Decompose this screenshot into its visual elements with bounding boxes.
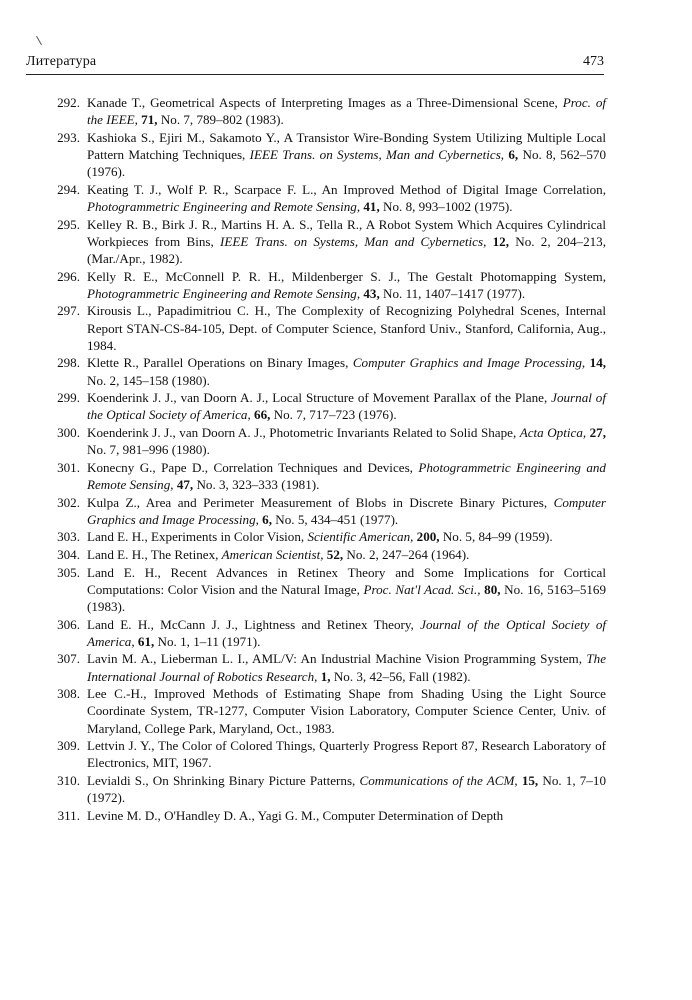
reference-source: Photogrammetric Engineering and Remote Sensing, <box>87 199 361 214</box>
reference-source: Communications of the ACM, <box>359 772 518 788</box>
reference-item <box>26 302 606 354</box>
reference-volume: 41, <box>360 199 380 214</box>
reference-text <box>87 651 606 683</box>
reference-source: American Scientist, <box>221 546 324 562</box>
reference-item <box>26 129 606 181</box>
reference-item <box>26 268 606 302</box>
reference-volume: 66, <box>250 407 271 423</box>
reference-volume: 12, <box>486 233 509 249</box>
reference-authors-title: Keating T. J., Wolf P. R., Scarpace F. L., An Improved Method of Digital Image Correlation, <box>87 181 606 197</box>
reference-number: 294 . <box>26 181 80 198</box>
reference-volume: 80, <box>480 581 501 597</box>
reference-number: 307 . <box>26 650 80 667</box>
reference-text <box>87 738 606 770</box>
reference-number: 292 . <box>26 94 80 111</box>
reference-volume: 6, <box>504 147 519 162</box>
reference-number: 310 . <box>26 772 80 789</box>
reference-number: 299 . <box>26 389 80 406</box>
reference-authors-title: Konecny G., Pape D., Correlation Techniques and Devices, <box>87 459 419 475</box>
reference-item <box>26 650 606 684</box>
reference-list <box>26 94 606 824</box>
reference-details: No. 3, 42–56, Fall (1982). <box>330 668 471 684</box>
reference-text <box>87 460 606 492</box>
reference-details: No. 7, 717–723 (1976). <box>270 407 397 423</box>
reference-volume: 47, <box>173 476 194 492</box>
reference-authors-title: Kirousis L., Papadimitriou C. H., The Complexity of Recognizing Polyhedral Scenes, Internal Report STAN-CS-84-105, Dept. of Computer Science, Stanford Univ., Stanford, California, Aug., 1984. <box>87 303 606 353</box>
reference-source: Proc. Nat'l Acad. Sci., <box>363 581 481 597</box>
reference-volume: 14, <box>585 355 607 371</box>
reference-authors-title: Land E. H., Experiments in Color Vision, <box>87 529 308 545</box>
reference-item <box>26 737 606 771</box>
reference-item <box>26 616 606 650</box>
page-header <box>26 54 604 75</box>
reference-source: Photogrammetric Engineering and Remote Sensing, <box>87 285 361 301</box>
reference-volume: 15, <box>517 772 539 788</box>
reference-number: 309 . <box>26 737 80 754</box>
reference-number: 301 . <box>26 459 80 476</box>
reference-text <box>87 495 606 527</box>
reference-authors-title: Koenderink J. J., van Doorn A. J., Photometric Invariants Related to Solid Shape, <box>87 424 520 440</box>
reference-authors-title: Land E. H., Recent Advances in Retinex Theory and Some Implications for Cortical Computations: Color Vision and the Natural Image, <box>87 564 606 597</box>
reference-details: No. 5, 434–451 (1977). <box>272 511 399 527</box>
reference-item <box>26 94 606 128</box>
reference-text <box>87 269 606 301</box>
reference-item <box>26 772 606 806</box>
reference-number: 306 . <box>26 616 80 633</box>
reference-text <box>87 808 503 823</box>
reference-details: No. 3, 323–333 (1981). <box>193 476 320 492</box>
reference-text <box>87 565 606 614</box>
reference-number: 298 . <box>26 354 80 371</box>
reference-authors-title: Lavin M. A., Lieberman L. I., AML/V: An Industrial Machine Vision Programming System, <box>87 651 587 667</box>
reference-item <box>26 459 606 493</box>
reference-item <box>26 546 606 563</box>
reference-text <box>87 130 606 179</box>
reference-source: Journal of the Optical Society of America, <box>87 390 606 423</box>
reference-details: No. 8, 562–570 (1976). <box>87 147 606 180</box>
reference-volume: 27, <box>586 424 607 440</box>
reference-text <box>87 390 606 422</box>
reference-details: No. 8, 993–1002 (1975). <box>379 199 513 214</box>
reference-volume: 61, <box>134 633 155 649</box>
reference-number: 302 . <box>26 494 80 511</box>
reference-item <box>26 807 606 824</box>
reference-text <box>87 686 606 735</box>
reference-number: 293 . <box>26 129 80 146</box>
reference-volume: 43, <box>360 285 380 301</box>
reference-text <box>87 425 606 457</box>
reference-source: Journal of the Optical Society of America, <box>87 616 606 649</box>
reference-item <box>26 424 606 458</box>
reference-item <box>26 354 606 388</box>
reference-source: Computer Graphics and Image Processing, <box>352 355 586 371</box>
reference-details: No. 7, 981–996 (1980). <box>87 442 210 458</box>
reference-details: No. 5, 84–99 (1959). <box>439 529 553 545</box>
reference-text <box>87 617 606 649</box>
reference-source: Photogrammetric Engineering and Remote Sensing, <box>87 459 606 492</box>
reference-source: Acta Optica, <box>519 424 587 440</box>
reference-item <box>26 564 606 616</box>
reference-details: No. 1, 1–11 (1971). <box>154 633 261 649</box>
scan-mark <box>36 36 42 45</box>
reference-authors-title: Kulpa Z., Area and Perimeter Measurement of Blobs in Discrete Binary Pictures, <box>87 494 554 510</box>
reference-number: 308 . <box>26 685 80 702</box>
reference-authors-title: Kashioka S., Ejiri M., Sakamoto Y., A Transistor Wire-Bonding System Utilizing Multiple Local Pattern Matching Techniques, <box>87 129 606 162</box>
reference-text <box>87 529 553 544</box>
reference-item <box>26 216 606 268</box>
reference-text <box>87 355 606 387</box>
reference-item <box>26 685 606 737</box>
reference-item <box>26 181 606 215</box>
reference-source: IEEE Trans. on Systems, Man and Cybernetics, <box>249 147 505 162</box>
reference-details: No. 2, 247–264 (1964). <box>343 546 470 562</box>
reference-authors-title: Kanade T., Geometrical Aspects of Interpreting Images as a Three-Dimensional Scene, <box>87 95 563 110</box>
reference-details: No. 11, 1407–1417 (1977). <box>379 285 526 301</box>
reference-source: IEEE Trans. on Systems, Man and Cybernetics, <box>220 233 487 249</box>
reference-authors-title: Koenderink J. J., van Doorn A. J., Local Structure of Movement Parallax of the Plane, <box>87 390 552 406</box>
reference-number: 297 . <box>26 302 80 319</box>
reference-volume: 1, <box>317 668 331 684</box>
reference-number: 304 . <box>26 546 80 563</box>
reference-authors-title: Levialdi S., On Shrinking Binary Picture Patterns, <box>87 772 360 788</box>
reference-authors-title: Land E. H., The Retinex, <box>87 546 222 562</box>
reference-authors-title: Kelly R. E., McConnell P. R. H., Mildenberger S. J., The Gestalt Photomapping System, <box>87 268 606 284</box>
reference-item <box>26 494 606 528</box>
reference-text <box>87 217 606 266</box>
reference-volume: 52, <box>323 546 344 562</box>
running-title: Литература <box>26 54 97 69</box>
reference-source: Proc. of the IEEE, <box>87 95 606 128</box>
reference-details: No. 16, 5163–5169 (1983). <box>87 581 607 614</box>
reference-text <box>87 182 606 214</box>
reference-authors-title: Lee C.-H., Improved Methods of Estimating Shape from Shading Using the Light Source Coordinate System, TR-1277, Computer Vision Laboratory, Computer Science Center, Univ. of Maryland, College Park, Maryland, Oct., 1983. <box>87 686 606 736</box>
reference-text <box>87 773 606 805</box>
reference-authors-title: Land E. H., McCann J. J., Lightness and Retinex Theory, <box>87 616 421 632</box>
reference-text <box>87 303 606 352</box>
reference-volume: 71, <box>137 112 158 128</box>
reference-source: Computer Graphics and Image Processing, <box>87 494 606 527</box>
reference-details: No. 7, 789–802 (1983). <box>157 112 284 128</box>
reference-text <box>87 547 469 562</box>
reference-number: 300 . <box>26 424 80 441</box>
reference-text <box>87 95 606 127</box>
reference-authors-title: Lettvin J. Y., The Color of Colored Things, Quarterly Progress Report 87, Research Laboratory of Electronics, MIT, 1967. <box>87 738 606 771</box>
reference-number: 305 . <box>26 564 80 581</box>
page-number: 473 <box>583 54 604 69</box>
reference-volume: 6, <box>258 511 272 527</box>
reference-details: No. 2, 204–213, (Mar./Apr., 1982). <box>87 233 606 266</box>
reference-authors-title: Levine M. D., O'Handley D. A., Yagi G. M., Computer Determination of Depth <box>87 807 504 823</box>
reference-number: 311 . <box>26 807 80 824</box>
reference-number: 296 . <box>26 268 80 285</box>
reference-number: 303 . <box>26 528 80 545</box>
reference-source: Scientific American, <box>307 529 414 545</box>
reference-volume: 200, <box>413 529 440 545</box>
reference-source: The International Journal of Robotics Research, <box>87 651 606 684</box>
reference-item <box>26 389 606 423</box>
reference-item <box>26 528 606 545</box>
reference-details: No. 1, 7–10 (1972). <box>87 772 606 806</box>
reference-authors-title: Klette R., Parallel Operations on Binary Images, <box>87 355 353 371</box>
reference-details: No. 2, 145–158 (1980). <box>87 372 210 388</box>
reference-authors-title: Kelley R. B., Birk J. R., Martins H. A. S., Tella R., A Robot System Which Acquires Cylindrical Workpieces from Bins, <box>87 216 606 249</box>
reference-number: 295 . <box>26 216 80 233</box>
